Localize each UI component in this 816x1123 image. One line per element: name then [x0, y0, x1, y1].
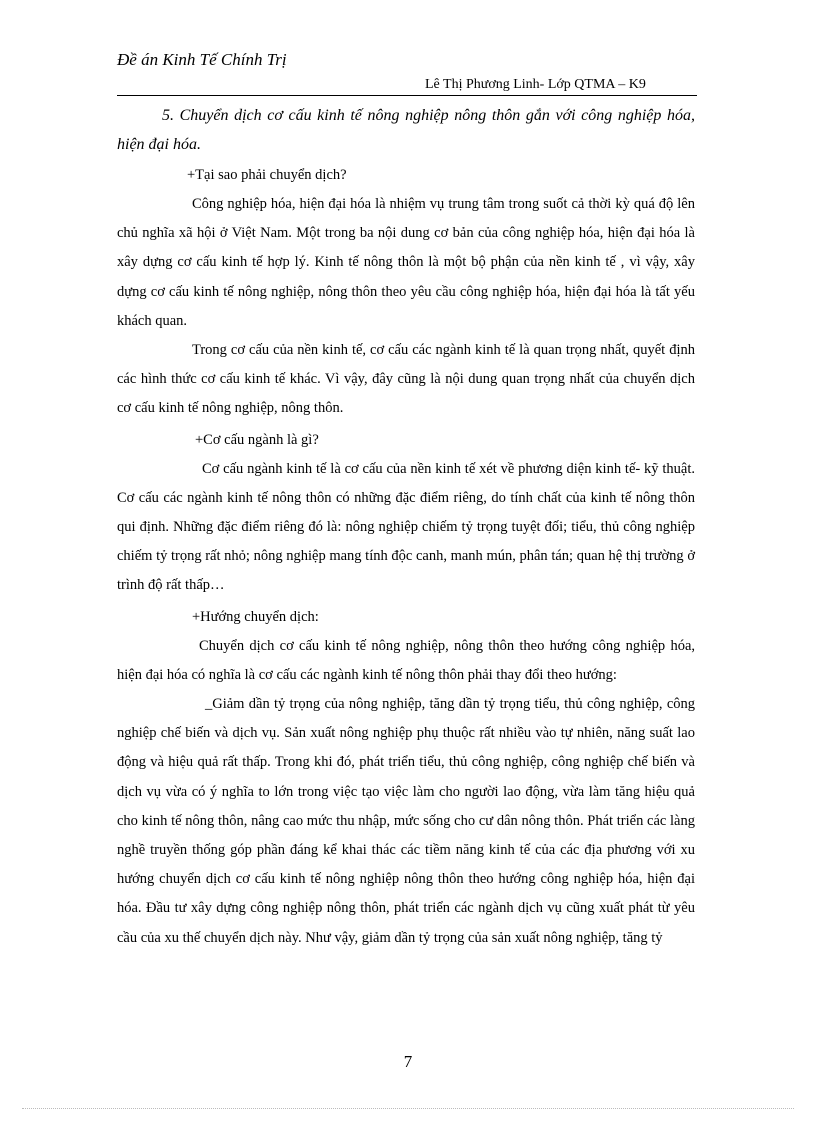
- page-number: 7: [403, 1052, 413, 1071]
- paragraph-3: Cơ cấu ngành kinh tế là cơ cấu của nền kinh tế xét về phương diện kinh tế- kỹ thuật. Cơ cấu các ngành kinh tế nông thôn có những đặc điểm riêng, do tính chất của kinh tế nông thôn qui định. Những đặc điểm riêng đó là: nông nghiệp chiếm tỷ trọng tuyệt đối; tiểu, thủ công nghiệp chiếm tỷ trọng rất nhỏ; nông nghiệp mang tính độc canh, manh mún, phân tán; quan hệ thị trường ở trình độ rất thấp…: [117, 460, 695, 594]
- header-divider: [117, 95, 697, 96]
- subheading-what: +Cơ cấu ngành là gì?: [195, 431, 319, 448]
- author-header: Lê Thị Phương Linh- Lớp QTMA – K9: [425, 77, 646, 92]
- paragraph-5: _Giảm dần tỷ trọng của nông nghiệp, tăng dần tỷ trọng tiểu, thủ công nghiệp, công nghiệp chế biến và dịch vụ. Sản xuất nông nghiệp phụ thuộc rất nhiều vào tự nhiên, năng suất lao động và hiệu quả rất thấp. Trong khi đó, phát triển tiểu, thủ công nghiệp, công nghiệp chế biến và dịch vụ vừa có ý nghĩa to lớn trong việc tạo việc làm cho người lao động, vừa làm tăng hiệu quả cho kinh tế nông thôn, nâng cao mức thu nhập, mức sống cho cư dân nông thôn. Phát triển các làng nghề truyền thống góp phần đáng kể khai thác các tiềm năng kinh tế của các địa phương với xu hướng chuyển dịch cơ cấu kinh tế nông nghiệp nông thôn theo hướng công nghiệp hóa, hiện đại hóa. Đầu tư xây dựng công nghiệp nông thôn, phát triển các ngành dịch vụ cũng xuất phát từ yêu cầu của xu thế chuyển dịch này. Như vậy, giảm dần tỷ trọng của sản xuất nông nghiệp, tăng tỷ: [117, 696, 695, 946]
- paragraph-2: Trong cơ cấu của nền kinh tế, cơ cấu các ngành kinh tế là quan trọng nhất, quyết định các hình thức cơ cấu kinh tế khác. Vì vậy, đây cũng là nội dung quan trọng nhất của chuyển dịch cơ cấu kinh tế nông nghiệp, nông thôn.: [117, 342, 695, 417]
- paragraph-4: Chuyển dịch cơ cấu kinh tế nông nghiệp, nông thôn theo hướng công nghiệp hóa, hiện đại hóa có nghĩa là cơ cấu các ngành kinh tế nông thôn phải thay đổi theo hướng:: [117, 637, 695, 683]
- subheading-why: +Tại sao phải chuyển dịch?: [187, 167, 347, 183]
- page-bottom-divider: [22, 1108, 794, 1109]
- subheading-direction: +Hướng chuyển dịch:: [192, 608, 319, 625]
- document-title-header: Đề án Kinh Tế Chính Trị: [117, 50, 287, 69]
- paragraph-1: Công nghiệp hóa, hiện đại hóa là nhiệm vụ trung tâm trong suốt cả thời kỳ quá độ lên chủ nghĩa xã hội ở Việt Nam. Một trong ba nội dung cơ bản của công nghiệp hóa, hiện đại hóa là xây dựng cơ cấu kinh tế hợp lý. Kinh tế nông thôn là một bộ phận của nền kinh tế , vì vậy, xây dựng cơ cấu kinh tế nông nghiệp, nông thôn theo yêu cầu công nghiệp hóa, hiện đại hóa là tất yếu khách quan.: [117, 196, 695, 329]
- page-body: [117, 101, 695, 953]
- section-title: 5. Chuyển dịch cơ cấu kinh tế nông nghiệp nông thôn gắn với công nghiệp hóa, hiện đại hóa.: [117, 107, 695, 153]
